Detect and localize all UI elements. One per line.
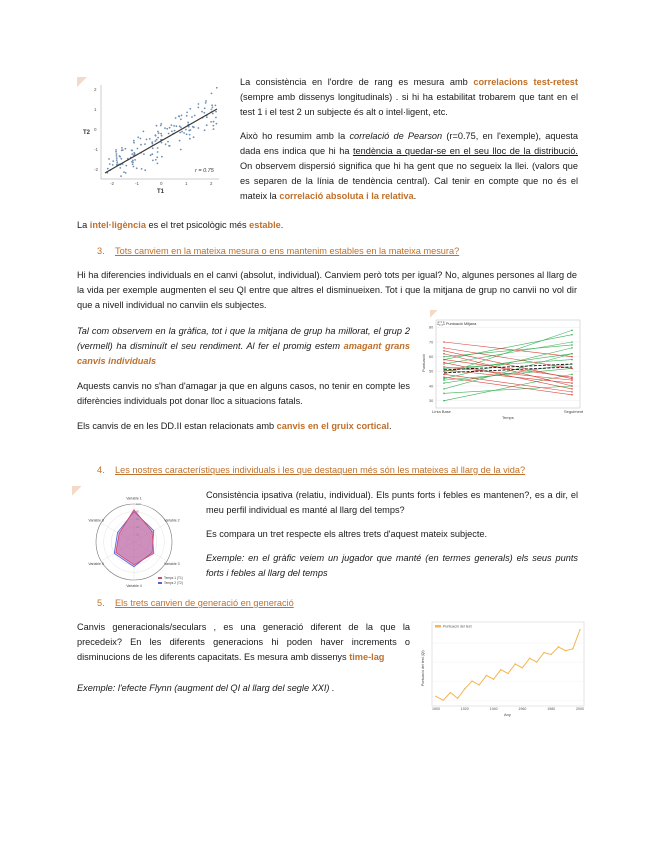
scatter-y-tick: 1 <box>94 107 97 112</box>
scatter-point <box>186 133 188 135</box>
line-point <box>571 329 573 331</box>
flynn-point <box>565 650 566 651</box>
scatter-point <box>160 125 162 127</box>
line-point <box>443 353 445 355</box>
scatter-x-tick: 1 <box>185 181 188 186</box>
scatter-point <box>211 109 213 111</box>
flynn-point <box>493 679 494 680</box>
paragraph-radar-example: Exemple: en el gràfic veiem un jugador que manté (en termes generals) els seus punts forts i febles al llarg del temps <box>206 553 578 578</box>
scatter-point <box>143 153 145 155</box>
scatter-point <box>180 127 182 129</box>
heading-5: 5. Els trets canvien de generació en generació <box>97 598 294 608</box>
scatter-point <box>125 172 127 174</box>
scatter-point <box>137 148 139 150</box>
flynn-xlabel: Any <box>504 712 511 717</box>
lines-y-tick: 60 <box>429 354 434 359</box>
heading-3: 3. Tots canviem en la mateixa mesura o ens mantenim estables en la mateixa mesura? <box>97 246 460 256</box>
flynn-point <box>572 648 573 649</box>
scatter-chart <box>77 77 227 197</box>
paragraph-dont-hide: Aquests canvis no s'han d'amagar ja que en alguns casos, no tenir en compte les diferències individuals pot donar lloc a situacions fatals. <box>77 381 410 406</box>
highlight-hidden-changes: amagant grans canvis individuals <box>77 341 410 366</box>
scatter-y-tick: -1 <box>94 147 99 152</box>
scatter-point <box>116 157 118 159</box>
line-point <box>571 378 573 380</box>
flynn-point <box>507 673 508 674</box>
scatter-point <box>186 112 188 114</box>
scatter-x-tick: -2 <box>110 181 115 186</box>
paragraph-compare-trait: Es compara un tret respecte els altres trets d'aquest mateix subjecte. <box>206 529 488 539</box>
scatter-point <box>137 136 139 138</box>
paragraph-pearson: Això ho resumim amb la correlació de Pearson (r=0.75, en l'exemple), aquesta dada ens indica que hi ha tendència a quedar-se en el seu lloc de la distribució. On observem dispersió significa que hi ha gent que no segueix la llei. (valors que es separen de la línia de tendència central). Cal tenir en compte que no és el mateix la correlació absoluta i la relativa. <box>240 131 578 201</box>
scatter-point <box>154 140 156 142</box>
scatter-point <box>134 159 136 161</box>
line-point <box>571 356 573 358</box>
line-point <box>443 368 445 370</box>
scatter-point <box>116 153 118 155</box>
scatter-point <box>169 127 171 129</box>
scatter-point <box>204 129 206 131</box>
scatter-point <box>168 145 170 147</box>
line-point <box>443 356 445 358</box>
scatter-point <box>125 148 127 150</box>
line-point <box>443 373 445 375</box>
section-rank-consistency <box>240 75 578 204</box>
scatter-point <box>133 152 135 154</box>
underlined-tendency: tendència a quedar-se en el seu lloc de la distribució. <box>352 146 578 156</box>
scatter-point <box>178 115 180 117</box>
scatter-point <box>192 126 194 128</box>
line-point <box>443 371 445 373</box>
flynn-chart <box>418 618 590 718</box>
flynn-ylabel: Puntuació del test (QI) <box>421 650 425 686</box>
scatter-point <box>133 166 135 168</box>
scatter-ylabel: T2 <box>83 130 91 136</box>
scatter-point <box>212 107 214 109</box>
highlight-cortical: canvis en el gruix cortical <box>276 421 390 431</box>
scatter-point <box>157 147 159 149</box>
scatter-point <box>158 132 160 134</box>
highlight-time-lag: time-lag <box>349 652 385 662</box>
scatter-point <box>173 125 175 127</box>
scatter-point <box>215 111 217 113</box>
scatter-point <box>186 115 188 117</box>
trend-line <box>105 109 217 173</box>
flynn-point <box>515 663 516 664</box>
scatter-point <box>152 160 154 162</box>
scatter-point <box>201 111 203 113</box>
scatter-point <box>161 156 163 158</box>
scatter-point <box>120 158 122 160</box>
flynn-point <box>435 696 436 697</box>
flynn-point <box>450 692 451 693</box>
flynn-x-tick: 1920 <box>460 707 469 711</box>
flynn-point <box>522 667 523 668</box>
scatter-point <box>185 129 187 131</box>
flynn-x-tick: 1980 <box>547 707 556 711</box>
radar-legend-item: Temps 2 (T2) <box>164 581 183 585</box>
scatter-point <box>157 131 159 133</box>
radar-ring-label: 20 <box>136 532 140 537</box>
lines-y-tick: 80 <box>429 325 434 330</box>
scatter-point <box>116 159 118 161</box>
flynn-point <box>543 652 544 653</box>
paragraph-ipsative: Consistència ipsativa (relatiu, individual). Els punts forts i febles es mantenen?, es a dir, el meu perfil individual es manté al llarg del temps? <box>206 490 578 515</box>
scatter-y-tick: -2 <box>94 167 99 172</box>
scatter-point <box>216 87 218 89</box>
scatter-point <box>197 107 199 109</box>
paragraph-individual-change: Hi ha diferencies individuals en el canvi (absolut, individual). Canviem però tots per igual? No, algunes persones al llarg de la vida per exemple augmenten el seu QI entre que altres el disminueixen. Tot i que la mitjana de grup no canvii no vol dir que a nivell individual no canviin els subjectes. <box>77 270 577 310</box>
radar-axis-label: Variable 6 <box>88 518 104 523</box>
scatter-point <box>191 116 193 118</box>
scatter-x-tick: 0 <box>160 181 163 186</box>
scatter-point <box>132 163 134 165</box>
scatter-point <box>179 140 181 142</box>
flynn-point <box>443 699 444 700</box>
flynn-legend: Puntuació del test <box>443 624 472 629</box>
line-point <box>443 376 445 378</box>
line-point <box>571 368 573 370</box>
lines-ylabel: Puntuació <box>421 354 426 372</box>
scatter-point <box>133 142 135 144</box>
scatter-point <box>156 139 158 141</box>
scatter-point <box>108 158 110 160</box>
scatter-point <box>183 132 185 134</box>
scatter-point <box>141 168 143 170</box>
scatter-point <box>140 138 142 140</box>
paragraph-generational: Canvis generacionals/seculars , es una generació diferent de la que la precedeix? En les diferents generacions hi poden haver increments o disminucions de les diferents capacitats. Es mesura amb dissenys time-lag <box>77 622 410 662</box>
scatter-point <box>181 115 183 117</box>
radar-axis-label: Variable 3 <box>164 562 180 567</box>
flynn-point <box>471 680 472 681</box>
flynn-x-tick: 1960 <box>518 707 527 711</box>
line-point <box>443 382 445 384</box>
scatter-point <box>144 143 146 145</box>
scatter-point <box>152 147 154 149</box>
line-point <box>571 373 573 375</box>
scatter-point <box>167 141 169 143</box>
scatter-point <box>155 159 157 161</box>
scatter-point <box>120 175 122 177</box>
lines-x-tick-baseline: Línia Base <box>432 409 451 414</box>
scatter-point <box>198 127 200 129</box>
scatter-point <box>115 151 117 153</box>
flynn-point <box>457 698 458 699</box>
scatter-point <box>166 128 168 130</box>
heading-4: 4. Les nostres característiques individuals i les que destaquen més són les mateixes al llarg de la vida? <box>97 465 526 475</box>
line-point <box>443 366 445 368</box>
line-point <box>443 341 445 343</box>
scatter-x-tick: 2 <box>210 181 213 186</box>
lines-y-tick: 40 <box>429 384 434 389</box>
scatter-point <box>119 156 121 158</box>
flynn-point <box>486 675 487 676</box>
flynn-point <box>536 661 537 662</box>
radar-legend-item: Temps 1 (T1) <box>164 576 183 580</box>
scatter-point <box>213 128 215 130</box>
scatter-point <box>161 142 163 144</box>
line-point <box>571 376 573 378</box>
highlight-test-retest: correlacions test-retest <box>473 77 578 87</box>
section-group-mean <box>77 324 410 434</box>
scatter-point <box>165 143 167 145</box>
scatter-point <box>203 112 205 114</box>
scatter-x-tick: -1 <box>135 181 140 186</box>
line-point <box>443 379 445 381</box>
scatter-point <box>146 139 148 141</box>
scatter-point <box>107 168 109 170</box>
scatter-point <box>125 165 127 167</box>
scatter-point <box>112 164 114 166</box>
scatter-point <box>150 154 152 156</box>
scatter-point <box>212 113 214 115</box>
scatter-point <box>171 130 173 132</box>
flynn-point <box>579 629 580 630</box>
flynn-point <box>551 654 552 655</box>
line-point <box>443 363 445 365</box>
scatter-point <box>131 150 133 152</box>
scatter-point <box>190 129 192 131</box>
radar-ring-label: 40 <box>136 524 140 529</box>
line-point <box>443 388 445 390</box>
scatter-point <box>215 105 217 107</box>
line-point <box>571 341 573 343</box>
scatter-point <box>212 125 214 127</box>
scatter-point <box>164 127 166 129</box>
line-point <box>571 382 573 384</box>
section-generational <box>77 620 410 696</box>
radar-series-t1 <box>116 510 154 565</box>
scatter-point <box>144 169 146 171</box>
flynn-point <box>464 688 465 689</box>
scatter-point <box>206 116 208 118</box>
scatter-point <box>194 115 196 117</box>
line-point <box>571 388 573 390</box>
scatter-point <box>205 102 207 104</box>
radar-ring-label: 80 <box>136 509 140 514</box>
individual-change-chart <box>420 312 585 422</box>
scatter-point <box>157 151 159 153</box>
line-point <box>571 394 573 396</box>
scatter-point <box>149 138 151 140</box>
section-ipsative <box>206 488 578 581</box>
scatter-point <box>123 171 125 173</box>
scatter-point <box>189 134 191 136</box>
scatter-point <box>215 117 217 119</box>
scatter-point <box>179 132 181 134</box>
scatter-point <box>204 107 206 109</box>
line-point <box>571 344 573 346</box>
flynn-point <box>479 684 480 685</box>
scatter-point <box>115 149 117 151</box>
scatter-point <box>168 133 170 135</box>
line-point <box>443 400 445 402</box>
scatter-point <box>205 100 207 102</box>
line-point <box>571 385 573 387</box>
scatter-point <box>152 143 154 145</box>
scatter-point <box>174 130 176 132</box>
scatter-point <box>151 153 153 155</box>
line-point <box>443 350 445 352</box>
scatter-point <box>155 134 157 136</box>
scatter-point <box>171 124 173 126</box>
paragraph-intelligence-stable: La intel·ligència es el tret psicològic més estable. <box>77 220 284 230</box>
scatter-point <box>211 93 213 95</box>
flynn-point <box>529 658 530 659</box>
lines-y-tick: 70 <box>429 340 434 345</box>
scatter-point <box>157 163 159 165</box>
line-point <box>571 359 573 361</box>
scatter-y-tick: 0 <box>94 127 97 132</box>
line-point <box>571 347 573 349</box>
scatter-point <box>187 122 189 124</box>
radar-axis-label: Variable 5 <box>88 562 104 567</box>
scatter-point <box>112 160 114 162</box>
scatter-point <box>131 161 133 163</box>
radar-ring-label: 60 <box>136 517 140 522</box>
radar-axis-label: Variable 1 <box>126 496 142 501</box>
scatter-point <box>156 156 158 158</box>
paragraph-cortical: Els canvis de en les DD.II estan relacionats amb canvis en el gruix cortical. <box>77 421 392 431</box>
scatter-point <box>211 104 213 106</box>
scatter-point <box>116 161 118 163</box>
lines-x-tick-followup: Seguiment <box>564 409 584 414</box>
scatter-point <box>121 147 123 149</box>
scatter-point <box>157 137 159 139</box>
flynn-x-tick: 2000 <box>576 707 584 711</box>
radar-axis-label: Variable 4 <box>126 584 142 588</box>
scatter-point <box>131 153 133 155</box>
line-point <box>571 391 573 393</box>
lines-y-tick: 50 <box>429 369 434 374</box>
scatter-point <box>180 118 182 120</box>
scatter-point <box>133 140 135 142</box>
scatter-point <box>143 131 145 133</box>
scatter-point <box>116 155 118 157</box>
scatter-y-tick: 2 <box>94 87 97 92</box>
line-point <box>571 379 573 381</box>
scatter-point <box>189 138 191 140</box>
lines-legend: Puntuació Mitjana <box>446 322 477 326</box>
radar-axis-label: Variable 2 <box>164 518 180 523</box>
paragraph-test-retest: La consistència en l'ordre de rang es mesura amb correlacions test-retest (sempre amb dissenys longitudinals) . si hi ha estabilitat trobarem que tant en el test 1 i el test 2 un subjecte és alt o intel·ligent, etc. <box>240 77 578 117</box>
scatter-point <box>156 125 158 127</box>
scatter-point <box>206 124 208 126</box>
line-point <box>443 393 445 395</box>
radar-ring-label: 100 <box>136 502 141 506</box>
scatter-point <box>180 149 182 151</box>
flynn-x-tick: 1900 <box>432 707 440 711</box>
scatter-point <box>140 144 142 146</box>
lines-xlabel: Temps <box>502 415 514 420</box>
scatter-point <box>193 136 195 138</box>
line-point <box>443 362 445 364</box>
scatter-point <box>181 131 183 133</box>
scatter-point <box>176 125 178 127</box>
line-point <box>571 334 573 336</box>
scatter-xlabel: T1 <box>157 189 165 195</box>
scatter-point <box>119 167 121 169</box>
scatter-point <box>136 167 138 169</box>
highlight-absolute-relative: correlació absoluta i la relativa <box>279 191 414 201</box>
flynn-x-tick: 1940 <box>489 707 498 711</box>
scatter-point <box>210 121 212 123</box>
scatter-point <box>109 163 111 165</box>
scatter-point <box>198 103 200 105</box>
scatter-point <box>175 117 177 119</box>
flynn-point <box>500 669 501 670</box>
line-point <box>443 359 445 361</box>
flynn-point <box>558 646 559 647</box>
paragraph-graph-observation: Tal com observem en la gràfica, tot i que la mitjana de grup ha millorat, el grup 2 (vermell) ha disminuït el seu rendiment. Al fer el promig estem amagant grans canvis individuals <box>77 326 410 366</box>
scatter-point <box>213 121 215 123</box>
line-point <box>443 347 445 349</box>
line-point <box>571 353 573 355</box>
lines-y-tick: 30 <box>429 398 434 403</box>
scatter-annotation: r = 0.75 <box>195 168 214 174</box>
scatter-point <box>121 149 123 151</box>
scatter-point <box>161 135 163 137</box>
scatter-point <box>216 123 218 125</box>
scatter-point <box>160 133 162 135</box>
scatter-point <box>160 123 162 125</box>
radar-chart <box>78 486 196 590</box>
scatter-point <box>189 108 191 110</box>
line-point <box>443 378 445 380</box>
paragraph-flynn: Exemple: l'efecte Flynn (augment del QI al llarg del segle XXI) . <box>77 683 335 693</box>
